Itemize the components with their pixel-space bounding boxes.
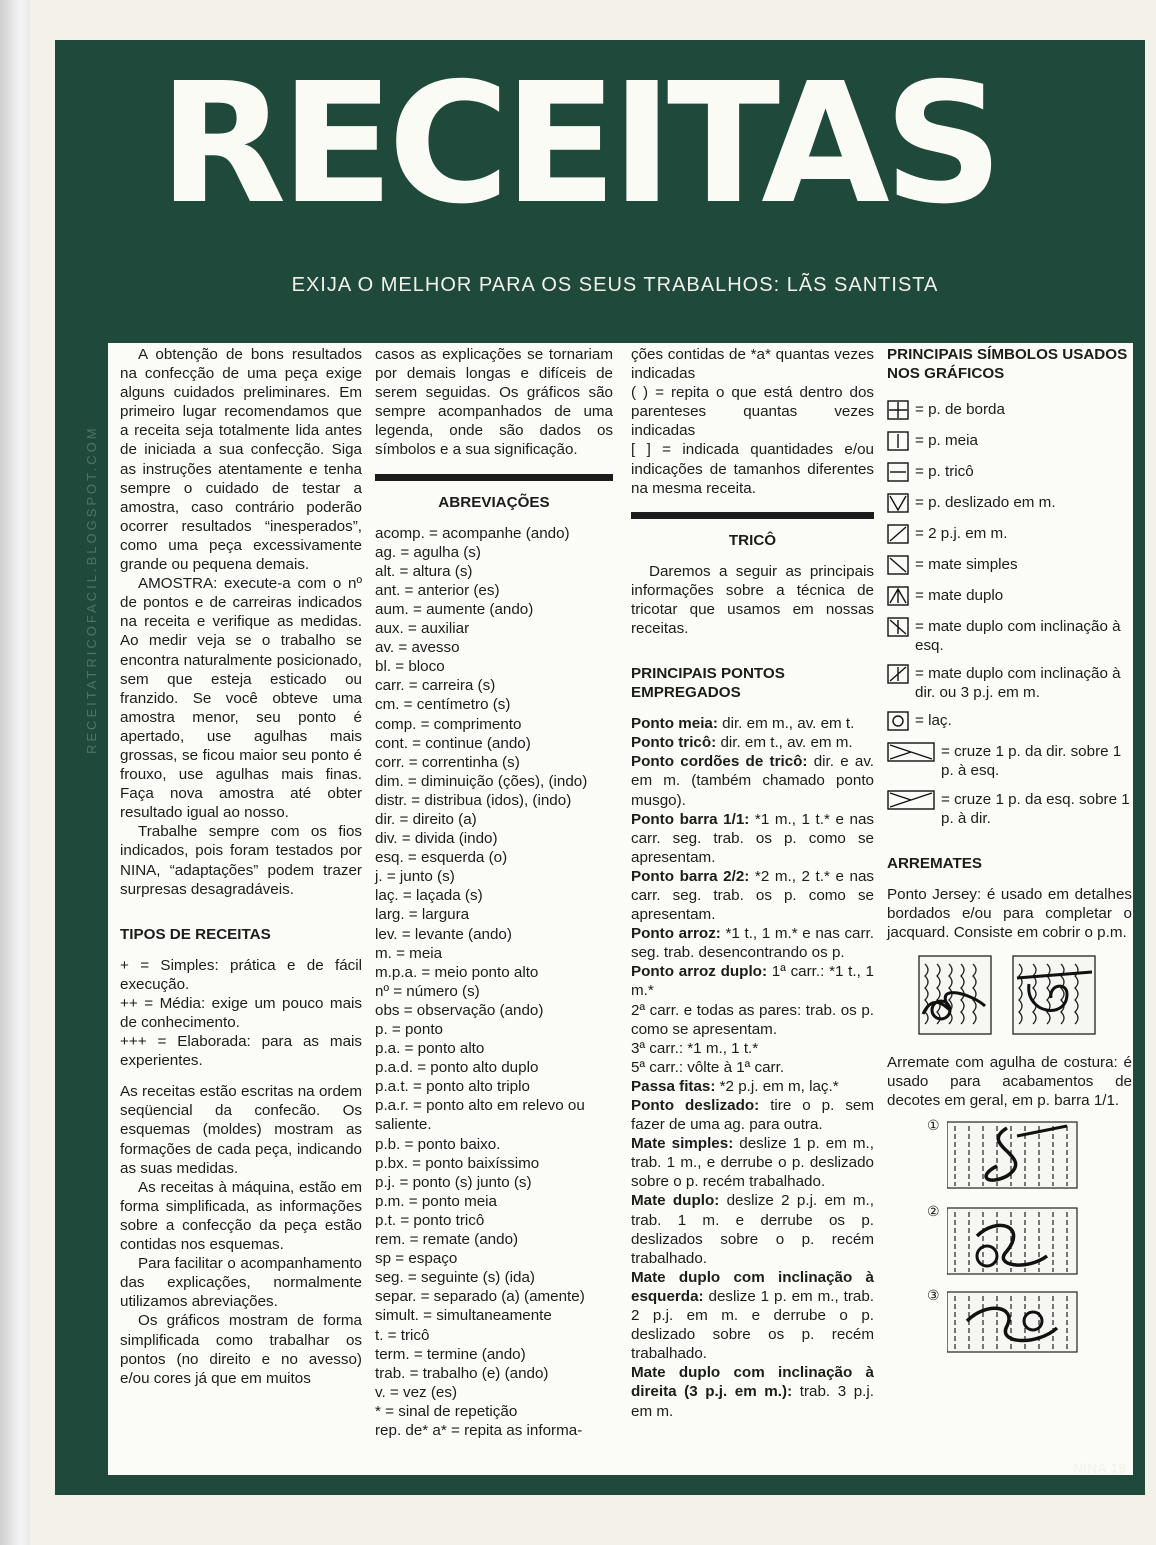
abbreviation-item: ag. = agulha (s) (375, 543, 481, 561)
abbreviation-item: p.a. = ponto alto (375, 1040, 485, 1058)
column-2 (375, 345, 613, 1440)
abbreviation-item: seg. = seguinte (s) (ida) (375, 1269, 535, 1287)
symbol-label: = p. de borda (915, 401, 1005, 418)
ponto-term: Ponto deslizado: (631, 1097, 760, 1114)
section-rule (375, 474, 613, 481)
abbreviation-item: obs = observação (ando) (375, 1001, 544, 1019)
page-number: NINA 19 (1072, 1460, 1126, 1476)
symbol-row (887, 790, 1132, 828)
simbolos-heading: PRINCIPAIS SÍMBOLOS USADOS NOS GRÁFICOS (887, 346, 1128, 382)
symbol-row (887, 664, 1132, 702)
ponto-item: Mate duplo: deslize 2 p.j. em m., trab. 1 m. e derrube os p. deslizados sobre o p. recém trabalhado. (631, 1192, 874, 1267)
abbreviation-item: p.a.r. = ponto alto em relevo ou saliente. (375, 1097, 585, 1134)
abbreviation-item: av. = avesso (375, 639, 460, 657)
symbol-label: = 2 p.j. em m. (915, 525, 1008, 542)
fios-paragraph: Trabalhe sempre com os fios indicados, pois foram testados por NINA, “adaptações” podem trazer surpresas desagradáveis. (120, 823, 362, 898)
ponto-term: Ponto arroz duplo: (631, 963, 768, 981)
symbol-label: = p. meia (915, 432, 978, 449)
page-edge (0, 0, 30, 1545)
symbol-row (887, 524, 1132, 546)
trico-intro: Daremos a seguir as principais informações sobre a técnica de tricotar que usamos em nossas receitas. (631, 562, 874, 638)
abbreviation-item: separ. = separado (a) (amente) (375, 1288, 585, 1306)
symbol-row (887, 617, 1132, 655)
slash-box-icon (887, 524, 911, 546)
ponto-item: Mate simples: deslize 1 p. em m., trab. 1 m., e derrube o p. deslizado sobre o p. recém trabalhado. (631, 1135, 874, 1191)
tipos-heading: TIPOS DE RECEITAS (120, 925, 271, 943)
intro-paragraph: A obtenção de bons resultados na confecção de uma peça exige alguns cuidados preliminares. Em primeiro lugar recomendamos que a receita seja totalmente lida antes de iniciada a sua confecção. Siga as instruções atentamente e tenha sempre o cuidado de testar a amostra, caso contrário poderão ocorrer resultados “inesperados”, como uma peça excessivamente grande ou pequena demais. (120, 346, 362, 574)
ponto-item: Ponto arroz: *1 t., 1 m.* e nas carr. seg. trab. desencontrando os p. (631, 925, 874, 962)
symbol-row (887, 431, 1132, 453)
symbol-label: = mate simples (915, 556, 1018, 573)
abbreviation-item: p.a.t. = ponto alto triplo (375, 1078, 530, 1096)
ponto-item: Ponto cordões de tricô: dir. e av. em m. (também chamado ponto musgo). (631, 753, 875, 809)
symbol-label: = cruze 1 p. da esq. sobre 1 p. à dir. (941, 790, 1130, 827)
jersey-paragraph: Ponto Jersey: é usado em detalhes bordados e/ou para completar o jacquard. Consiste em cobrir o p.m. (887, 885, 1132, 941)
abbreviation-item: comp. = comprimento (375, 715, 522, 733)
tipo-simples: + = Simples: prática e de fácil execução. (120, 956, 362, 993)
backslash-bar-box-icon (887, 617, 911, 639)
ponto-term: Ponto meia: (631, 715, 718, 733)
ponto-term: Ponto tricô: (631, 734, 717, 752)
cross-left-wide-box-icon (887, 742, 937, 764)
abbreviation-item: aux. = auxiliar (375, 620, 470, 638)
vertical-bar-box-icon (887, 431, 911, 453)
abbreviation-item: bl. = bloco (375, 658, 445, 676)
abreviacoes-paragraph: Para facilitar o acompanhamento das explicações, normalmente utilizamos abreviações. (120, 1255, 362, 1311)
abbreviation-item: trab. = trabalho (e) (ando) (375, 1364, 549, 1382)
ponto-term: Mate duplo com inclinação à direita (3 p.j. em m.): (631, 1364, 874, 1401)
abbreviation-item: m. = meia (375, 944, 443, 962)
maquina-paragraph: As receitas à máquina, estão em forma simplificada, as informações sobre a confecção da peça estão contidas nos esquemas. (120, 1178, 362, 1254)
abbreviation-item: cm. = centímetro (s) (375, 696, 511, 714)
symbol-row (887, 555, 1132, 577)
abbreviation-item: corr. = correntinha (s) (375, 753, 520, 771)
abbreviation-item: div. = divida (indo) (375, 830, 498, 848)
ponto-item: Ponto tricô: dir. em t., av. em m. (631, 734, 853, 752)
abbreviation-item: * = sinal de repetição (375, 1402, 518, 1420)
abbreviation-item: p.m. = ponto meia (375, 1192, 497, 1210)
ponto-term: Mate duplo: (631, 1192, 720, 1210)
symbol-row (887, 400, 1132, 422)
abbreviation-item: acomp. = acompanhe (ando) (375, 524, 570, 542)
abbreviation-item: j. = junto (s) (375, 868, 455, 886)
costura-paragraph: Arremate com agulha de costura: é usado para acabamentos de decotes em geral, em p. barra 1/1. (887, 1054, 1132, 1110)
step-2-label: ② (927, 1203, 940, 1220)
step-3-label: ③ (927, 1287, 940, 1304)
section-rule (631, 512, 874, 519)
abbreviation-item: dir. = direito (a) (375, 810, 477, 828)
abbreviation-item: sp = espaço (375, 1250, 458, 1268)
cross-box-icon (887, 400, 911, 422)
page-subtitle: EXIJA O MELHOR PARA OS SEUS TRABALHOS: LÃS SANTISTA (291, 274, 939, 296)
ponto-item: 3ª carr.: *1 m., 1 t.* (631, 1039, 759, 1057)
backslash-box-icon (887, 555, 911, 577)
abbreviation-item: p.bx. = ponto baixíssimo (375, 1154, 540, 1172)
step-1-label: ① (927, 1117, 940, 1134)
column-4 (887, 345, 1132, 1356)
abbreviation-item: aum. = aumente (ando) (375, 600, 534, 618)
abbreviation-item: alt. = altura (s) (375, 562, 473, 580)
ponto-item: Mate duplo com inclinação à esquerda: deslize 1 p. em m., trab. 2 p.j. em m. e derrube o p. deslizado sobre os p. recém trabalhado. (631, 1268, 874, 1363)
abbreviation-item: p. = ponto (375, 1021, 443, 1038)
page-title: RECEITAS (158, 48, 998, 241)
watermark: RECEITATRICOFACIL.BLOGSPOT.COM (84, 425, 99, 755)
tipo-elaborada: +++ = Elaborada: para as mais experientes. (120, 1033, 362, 1070)
circle-box-icon (887, 711, 911, 733)
abbreviation-item: simult. = simultaneamente (375, 1307, 552, 1325)
symbol-label: = mate duplo com inclinação à esq. (915, 618, 1121, 655)
graficos-continued: casos as explicações se tornariam por demais longas e difíceis de serem seguidas. Os gráficos são sempre acompanhados de uma legenda, onde são dados os símbolos e a sua significação. (375, 346, 613, 459)
pontos-heading: PRINCIPAIS PONTOS EMPREGADOS (631, 665, 785, 702)
ponto-item: 2ª carr. e todas as pares: trab. os p. como se apresentam. (631, 1001, 874, 1038)
symbol-list (887, 400, 1132, 828)
tipo-media: ++ = Média: exige um pouco mais de conhecimento. (120, 994, 362, 1031)
ordem-paragraph: As receitas estão escritas na ordem seqüencial da confecão. Os esquemas (moldes) mostram as formações de cada peça, indicando as suas medidas. (120, 1083, 362, 1177)
abbreviation-item: nº = número (s) (375, 982, 480, 1000)
abbreviation-item: v. = vez (es) (375, 1383, 458, 1401)
jersey-illustration (917, 954, 1132, 1041)
ponto-term: Mate simples: (631, 1135, 734, 1153)
abbreviation-item: larg. = largura (375, 906, 470, 924)
ponto-term: Passa fitas: (631, 1077, 716, 1095)
abbreviation-item: distr. = distribua (idos), (indo) (375, 791, 572, 809)
symbol-label: = p. deslizado em m. (915, 494, 1056, 511)
ponto-item: Ponto barra 1/1: *1 m., 1 t.* e nas carr. seg. trab. os p. como se apresentam. (631, 810, 874, 866)
abbreviation-item: p.t. = ponto tricô (375, 1211, 485, 1229)
arremates-heading: ARREMATES (887, 854, 983, 872)
abbreviation-item: dim. = diminuição (ções), (indo) (375, 772, 588, 790)
symbol-row (887, 586, 1132, 608)
v-box-icon (887, 493, 911, 515)
ponto-item: Passa fitas: *2 p.j. em m, laç.* (631, 1077, 839, 1095)
slash-bar-box-icon (887, 664, 911, 686)
abbreviation-item: rem. = remate (ando) (375, 1231, 519, 1249)
abbreviation-item: m.p.a. = meio ponto alto (375, 963, 539, 981)
ponto-item: Ponto barra 2/2: *2 m., 2 t.* e nas carr. seg. trab. os p. como se apresentam. (631, 867, 874, 924)
ponto-term: Ponto arroz: (631, 925, 721, 943)
abbreviation-item: cont. = continue (ando) (375, 734, 531, 752)
amostra-paragraph: AMOSTRA: execute-a com o nº de pontos e de carreiras indicados na receita e verifique as medidas. Ao medir veja se o trabalho se encontra naturalmente posicionado, sem que esteja esticado ou franzido. Se você obteve uma amostra menor, seu ponto é apertado, use agulhas mais grossas, se ficou maior seu ponto é frouxo, use agulhas mais finas. Faça nova amostra até obter resultado igual ao nosso. (120, 575, 362, 822)
pontos-list (631, 714, 874, 1420)
repeticao-continued: ções contidas de *a* quantas vezes indicadas (631, 346, 874, 383)
ponto-term: Ponto barra 1/1: (631, 810, 750, 828)
ponto-term: Mate duplo com inclinação à esquerda: (631, 1268, 874, 1305)
parenteses-note: ( ) = repita o que está dentro dos parenteses quantas vezes indicadas (631, 384, 874, 440)
ponto-term: Ponto barra 2/2: (631, 867, 750, 885)
abbreviation-item: p.b. = ponto baixo. (375, 1135, 501, 1153)
ponto-item: Ponto arroz duplo: 1ª carr.: *1 t., 1 m.* (631, 963, 875, 1000)
abbreviation-item: ant. = anterior (es) (375, 581, 500, 599)
symbol-label: = cruze 1 p. da dir. sobre 1 p. à esq. (941, 743, 1122, 780)
symbol-label: = mate duplo com inclinação à dir. ou 3 p.j. em m. (915, 665, 1121, 702)
column-3 (631, 345, 874, 1421)
abbreviation-item: rep. de* a* = repita as informa- (375, 1421, 583, 1439)
ponto-item: 5ª carr.: vôlte à 1ª carr. (631, 1058, 785, 1076)
abbreviation-item: laç. = laçada (s) (375, 887, 483, 905)
inverted-v-box-icon (887, 586, 911, 608)
abbreviation-item: p.a.d. = ponto alto duplo (375, 1059, 539, 1077)
graficos-paragraph: Os gráficos mostram de forma simplificada como trabalhar os pontos (no direito e no avesso) e/ou cores já que em muitos (120, 1312, 362, 1387)
symbol-label: = p. tricô (915, 463, 974, 480)
cross-right-wide-box-icon (887, 790, 937, 812)
symbol-row (887, 742, 1132, 780)
ponto-item: Mate duplo com inclinação à direita (3 p.j. em m.): trab. 3 p.j. em m. (631, 1364, 874, 1420)
symbol-label: = mate duplo (915, 587, 1004, 604)
colchetes-note: [ ] = indicada quantidades e/ou indicações de tamanhos diferentes na mesma receita. (631, 441, 874, 497)
symbol-row (887, 462, 1132, 484)
horizontal-bar-box-icon (887, 462, 911, 484)
abbreviation-item: p.j. = ponto (s) junto (s) (375, 1173, 532, 1191)
trico-heading: TRICÔ (728, 531, 777, 549)
column-1 (120, 345, 362, 1388)
abbreviation-item: t. = tricô (375, 1326, 430, 1344)
symbol-row (887, 711, 1132, 733)
abreviacoes-heading: ABREVIAÇÕES (438, 493, 550, 511)
abbreviation-item: esq. = esquerda (o) (375, 849, 508, 867)
symbol-row (887, 493, 1132, 515)
abbreviation-item: term. = termine (ando) (375, 1345, 526, 1363)
costura-illustration (927, 1116, 1097, 1356)
ponto-term: Ponto cordões de tricô: (631, 753, 808, 771)
abbreviation-list (375, 524, 613, 1441)
ponto-item: Ponto meia: dir. em m., av. em t. (631, 715, 855, 733)
ponto-item: Ponto deslizado: tire o p. sem fazer de uma ag. para outra. (631, 1097, 875, 1134)
abbreviation-item: carr. = carreira (s) (375, 677, 496, 695)
symbol-label: = laç. (915, 712, 952, 730)
abbreviation-item: lev. = levante (ando) (375, 925, 512, 943)
